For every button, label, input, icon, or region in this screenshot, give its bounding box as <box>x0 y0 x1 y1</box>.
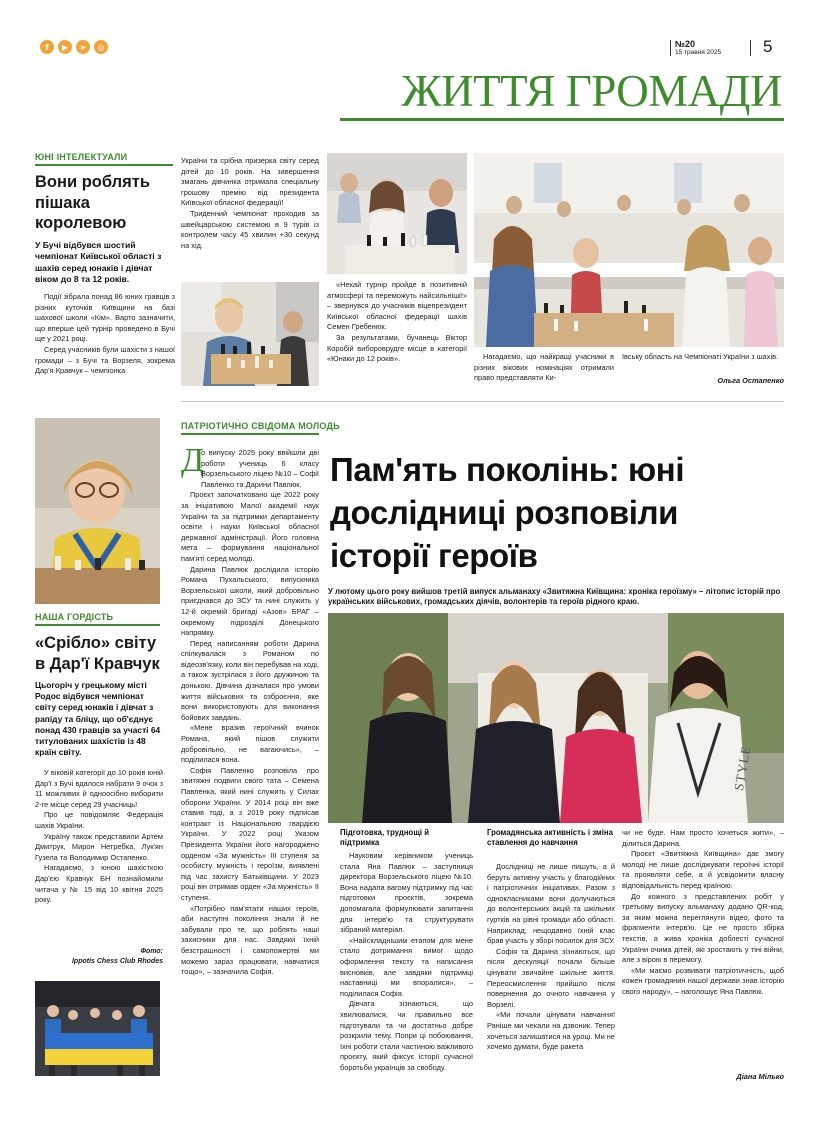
paragraph: Проєкт «Звитяжна Київщина» дає змогу молоді не лише досліджувати героїчні історії та проявляти себе, а й усвідомити власну відповідальність перед країною. <box>622 849 784 890</box>
rubric-young-intellectuals: ЮНІ ІНТЕЛЕКТУАЛИ <box>35 152 128 162</box>
chess-author: Ольга Остапенко <box>717 376 784 385</box>
rubric-line <box>35 164 173 166</box>
chess-col2 <box>181 156 319 251</box>
paragraph: чи не буде. Нам просто хочеться жити», – ділиться Дарина. <box>622 828 784 848</box>
photo-sign-style: STYLE <box>730 744 754 792</box>
paragraph: У віковій категорії до 10 років юній Дар'ї з Бучі вдалося набрати 9 очок з 11 можливих й одноосібно виборити 2-ге місце серед 29 учасниць! <box>35 768 163 809</box>
daria-lead: Цьогоріч у грецькому місті Родос відбувся чемпіонат світу серед юнаків і дівчат з рапіду та бліцу, що об'єднує понад 430 гравців за участі 64 титулованих шахістів із 48 країн світу. <box>35 680 161 758</box>
memory-col2 <box>340 851 473 1073</box>
rubric-patriotic-youth: ПАТРІОТИЧНО СВІДОМА МОЛОДЬ <box>181 421 340 431</box>
section-title: ЖИТТЯ ГРОМАДИ <box>401 66 782 116</box>
paragraph: Нагадаємо, з юною шахісткою Дар'єю Кравчук БН познайомили читача у № 15 від 10 квітня 2025 року. <box>35 863 163 905</box>
section-title-rule <box>340 118 784 121</box>
chess-col3 <box>327 280 467 365</box>
youtube-icon[interactable]: ▶ <box>58 40 72 54</box>
paragraph: Нагадаємо, що найкращі учасники в різних вікових номінаціях отримали право представляти Ки- <box>474 352 614 383</box>
paragraph: «Мене вразив героїчний вчинок Романа, який пішов служити добровільно, не вагаючись», – поділилася вона. <box>181 723 319 765</box>
rubric-line <box>181 433 319 435</box>
paragraph: Софія та Дарина зізнаються, що після дескуляції почали більше цінувати звичайне шкільне життя. Переосмислення прийшло після повернення до очного навчання у Ворзелі. <box>487 946 615 1009</box>
facebook-icon[interactable]: f <box>40 40 54 54</box>
memory-col1 <box>181 442 319 978</box>
issue-number: №20 <box>675 39 696 49</box>
subheading-preparation: Підготовка, труднощі й підтримка <box>340 828 430 847</box>
daria-body <box>35 768 163 906</box>
rubric-line <box>35 624 160 626</box>
memory-col4 <box>622 828 784 998</box>
chess-col1 <box>35 292 175 377</box>
paragraph: Серед учасників були шахісти з нашої громади – з Бучі та Ворзеля, зокрема Дар'я Кравчук – чемпіонка <box>35 344 175 376</box>
memory-author: Діана Мілько <box>736 1072 784 1081</box>
paragraph: Науковим керівником учениць стала Яна Павлюк – заступниця директора Ворзельського ліцею №10. Вона надала вагому підтримку під час підготовки проєктів, зокрема допомагала формулювати запитання для інтерв'ю та структурувати зібраний матеріал. <box>340 851 473 935</box>
paragraph: Триденний чемпіонат проходив за швейцарською системою в 9 турів із контролем часу 45 хвилин +30 секунд на хід. <box>181 208 319 250</box>
section-divider <box>181 401 784 402</box>
photo-boy-playing-chess <box>181 282 319 386</box>
photo-credit: Ippotis Chess Club Rhodes <box>71 958 163 965</box>
paragraph: «Найскладнішим етапом для мене стало дотримання вимог щодо оформлення тексту та написання висновків, але завдяки підтримці наставниці ми впоралися», – поділилася Софія. <box>340 935 473 998</box>
paragraph: о випуску 2025 року ввійшли дві роботи учениць 6 класу Ворзельського ліцею №10 – Софії Павленко та Дарини Павлюк. <box>201 448 319 489</box>
subheading-civic-activity: Громадянська активність і зміна ставлення до навчання <box>487 828 613 847</box>
chess-headline: Вони роблять пішака королевою <box>35 173 150 232</box>
chess-col5 <box>622 352 784 363</box>
paragraph: «Ми маємо розвивати патріотичність, щоб кожен громадянин нашої держави знав історію свого народу», – наголошує Яна Павлюк. <box>622 965 784 996</box>
paragraph: Софія Павленко розповіла про звитяжні подвиги свого тата – Семена Павленка, який нині служить у Силах оборони України. У 2014 році він вже ставив тоді, а з 2019 року підписав контракт із Національною гвардією України. У 2022 році Указом Президента України його нагороджено орденом «За мужність» III ступеня за особисту мужність і героїзм, виявлені під час захисту Батьківщини. У 2023 році він отримав орден «За мужність» II ступеня. <box>181 765 319 902</box>
paragraph: Дівчата зізнаються, що хвилювалися, чи правильно все підготували та чи достатньо добре розкрили тему. Попри ці побоювання, їхні роботи стали частиною важливого проєкту, який фіксує історії сучасної боротьби українців за свободу. <box>340 999 473 1072</box>
paragraph: Дослідниці не лише пишуть, а й беруть активну участь у благодійних і патріотичних ініціативах. Разом з однокласниками вони долучаються до волонтерських акцій та шкільних гуртків на рівні громади або області. Наприклад, нещодавно їхній клас брав участь у зборі посилок для ЗСУ. <box>487 862 615 946</box>
photo-team-with-flag <box>35 981 160 1076</box>
paragraph: «Нехай турнір пройде в позитивній атмосфері та переможуть найсильніші!» – звернувся до учасників віцепрезидент Київської обласної федерації шахів Семен Гребенюк. <box>327 280 467 332</box>
header-divider-left <box>670 40 671 56</box>
memory-lead: У лютому цього року вийшов третій випуск альманаху «Звитяжна Київщина: хроніка героїзму» – літопис історій про українських військових, громадських діячів, волонтерів та героїв рідного краю. <box>328 587 781 607</box>
issue-date: 15 травня 2025 <box>675 49 722 56</box>
paragraph: Про це повідомляє Федерація шахів України. <box>35 810 163 830</box>
paragraph: Україну також представили Артем Дмитрук, Мирон Нетребка, Лук'ян Гузела та Володимир Остапенко. <box>35 831 163 862</box>
photo-young-researchers <box>328 613 784 823</box>
photo-tournament-hall <box>474 153 784 347</box>
social-icons <box>40 40 108 54</box>
paragraph: України та срібна призерка світу серед дітей до 10 років. На завершення змагань дівчинка отримала спеціальну грошову премію від президента Київської обласної федерації! <box>181 156 319 208</box>
paragraph: Перед написанням роботи Дарина спілкувалася з Романом по відеозв'язку, коли він перебував на ході, а також зустрілася з його дружиною та донькою. Дівчина дізналася про умови життя військових та озброєння, яке вони використовують для виконання бойових завдань. <box>181 638 319 722</box>
paragraph: ївську область на Чемпіонаті України з шахів. <box>622 352 779 361</box>
daria-headline: «Срібло» світу в Дар'ї Кравчук <box>35 634 160 673</box>
instagram-icon[interactable]: ◎ <box>94 40 108 54</box>
paragraph: За результатами, бучанець Віктор Коробій вибороврудге місце в категорії «Юнаки до 12 років». <box>327 332 467 364</box>
dropcap: Д <box>181 442 205 479</box>
chess-lead: У Бучі відбувся шостий чемпіонат Київської області з шахів серед юнаків і дівчат віком до 8 та 12 років. <box>35 240 162 285</box>
paragraph: Дарина Павлюк дослідила історію Романа Пухальського, випускника Ворзельської школи, який добровільно приєднався до ЗСУ та нині служить у 12-й окремій бригаді «Азов» БРАГ – окремому підрозділі Донецького напрямку. <box>181 564 319 638</box>
photo-credit-label: Фото: <box>140 948 163 955</box>
paragraph: Події зібрала понад 86 юних гравців з різних куточків Київщини на базі шахової школи «Кім». Варто зазначити, що вперше цей турнір проведено в Бучі ще у 2021 році. <box>35 292 175 344</box>
page-number: 5 <box>763 37 773 56</box>
paragraph: До кожного з представлених робіт у третьому випуску альманаху додано QR-код, за яким можна переглянути відео, фото та фрагменти інтерв'ю. Це не просто збірка текстів, а жива хроніка доблесті сучасної України очима дітей, які зростають у тіні війни, але з вірою в перемогу. <box>622 891 784 965</box>
paragraph: «Потрібно пам'ятати наших героїв, аби наступні покоління знали й не забували про те, що роблять наші захисники для нас. Завдяки їхній безстрашності і самопожертві ми можемо зараз працювати, навчатися тощо», – зазначила Софія. <box>181 903 319 977</box>
memory-col3 <box>487 862 615 1053</box>
telegram-icon[interactable]: ➤ <box>76 40 90 54</box>
photo-chess-players-table <box>327 153 467 274</box>
chess-col4 <box>474 352 614 384</box>
paragraph: «Ми почали цінувати навчання! Раніше ми чекали на дзвоник. Тепер хочеться залишатися на уроці. Ми не хочемо думати, буде ракета <box>487 1010 615 1052</box>
header-divider-right <box>750 40 751 56</box>
photo-daria-kravchuk <box>35 418 160 604</box>
memory-headline: Пам'ять поколінь: юні дослідниці розповіли історії героїв <box>330 451 685 574</box>
paragraph: Проєкт започатковано ще 2022 року за ініціативою Малої академії наук України та за підтримки департаменту освіти і науки Київської обласної державної адміністрації. Його головна мета – формування національної пам'яті серед молоді. <box>181 490 319 563</box>
rubric-our-pride: НАША ГОРДІСТЬ <box>35 612 114 622</box>
